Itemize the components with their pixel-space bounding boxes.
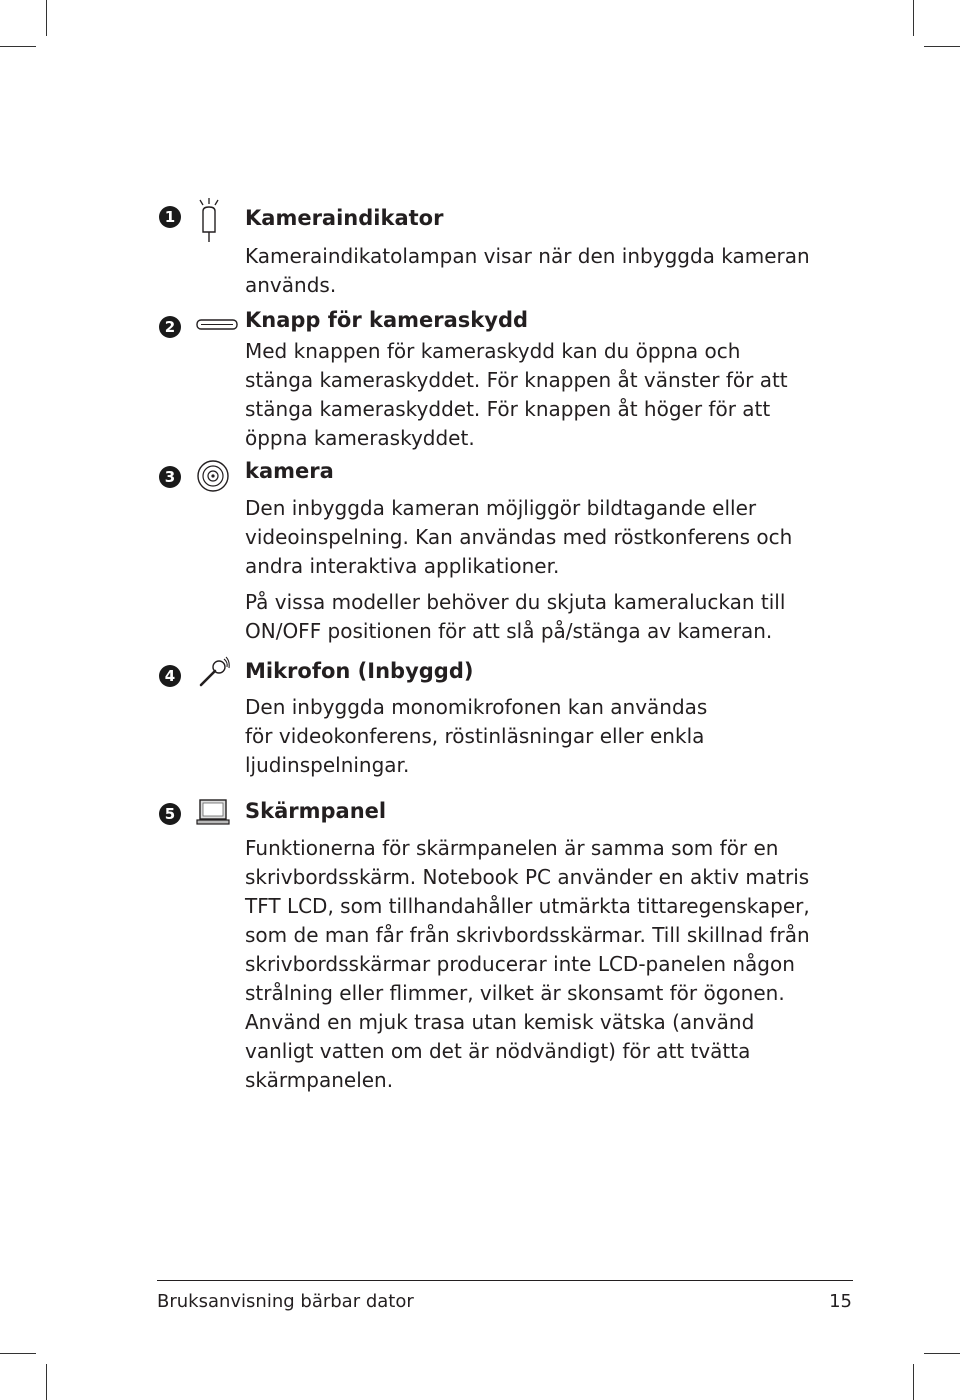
item-number-badge: 1: [159, 206, 181, 228]
page-number: 15: [829, 1291, 852, 1312]
camera-indicator-icon: [196, 198, 222, 248]
camera-shutter-button-icon: [196, 317, 238, 336]
item-number-badge: 4: [159, 665, 181, 687]
crop-mark: [913, 0, 914, 36]
crop-mark: [924, 1353, 960, 1354]
microphone-icon: [196, 656, 230, 694]
section-title: Mikrofon (Inbyggd): [245, 659, 474, 683]
display-panel-icon: [196, 798, 230, 832]
crop-mark: [924, 46, 960, 47]
section-title: Knapp för kameraskydd: [245, 308, 529, 332]
section-paragraph: Funktionerna för skärmpanelen är samma som för en skrivbordsskärm. Notebook PC använder en aktiv matris TFT LCD, som tillhandahåller utmärkta tittaregenskaper, som de man får från skrivbordsskärmar. Till skillnad från skrivbordsskärmar producerar inte LCD-panelen någon strålning eller flimmer, vilket är skonsamt för ögonen. Använd en mjuk trasa utan kemisk vätska (använd vanligt vatten om det är nödvändigt) för att tvätta skärmpanelen.: [245, 836, 810, 1092]
section-title: Kameraindikator: [245, 206, 444, 230]
camera-lens-icon: [196, 459, 230, 497]
crop-mark: [46, 0, 47, 36]
crop-mark: [0, 46, 36, 47]
section-paragraph: Kameraindikatolampan visar när den inbyggda kameran används.: [245, 244, 810, 297]
crop-mark: [46, 1364, 47, 1400]
item-number-badge: 3: [159, 466, 181, 488]
footer-divider: [157, 1280, 853, 1281]
crop-mark: [913, 1364, 914, 1400]
item-number-badge: 2: [159, 316, 181, 338]
section-title: kamera: [245, 459, 334, 483]
footer-manual-title: Bruksanvisning bärbar dator: [157, 1291, 414, 1312]
section-paragraph: Med knappen för kameraskydd kan du öppna och stänga kameraskyddet. För knappen åt vänster för att stänga kameraskyddet. För knappen åt höger för att öppna kameraskyddet.: [245, 339, 788, 450]
section-paragraph: Den inbyggda monomikrofonen kan användas för videokonferens, röstinläsningar eller enkla ljudinspelningar.: [245, 695, 708, 777]
section-paragraph: På vissa modeller behöver du skjuta kameraluckan till ON/OFF positionen för att slå på/stänga av kameran.: [245, 590, 786, 643]
item-number-badge: 5: [159, 803, 181, 825]
section-title: Skärmpanel: [245, 799, 387, 823]
crop-mark: [0, 1353, 36, 1354]
section-paragraph: Den inbyggda kameran möjliggör bildtagande eller videoinspelning. Kan användas med röstkonferens och andra interaktiva applikationer.: [245, 496, 793, 578]
